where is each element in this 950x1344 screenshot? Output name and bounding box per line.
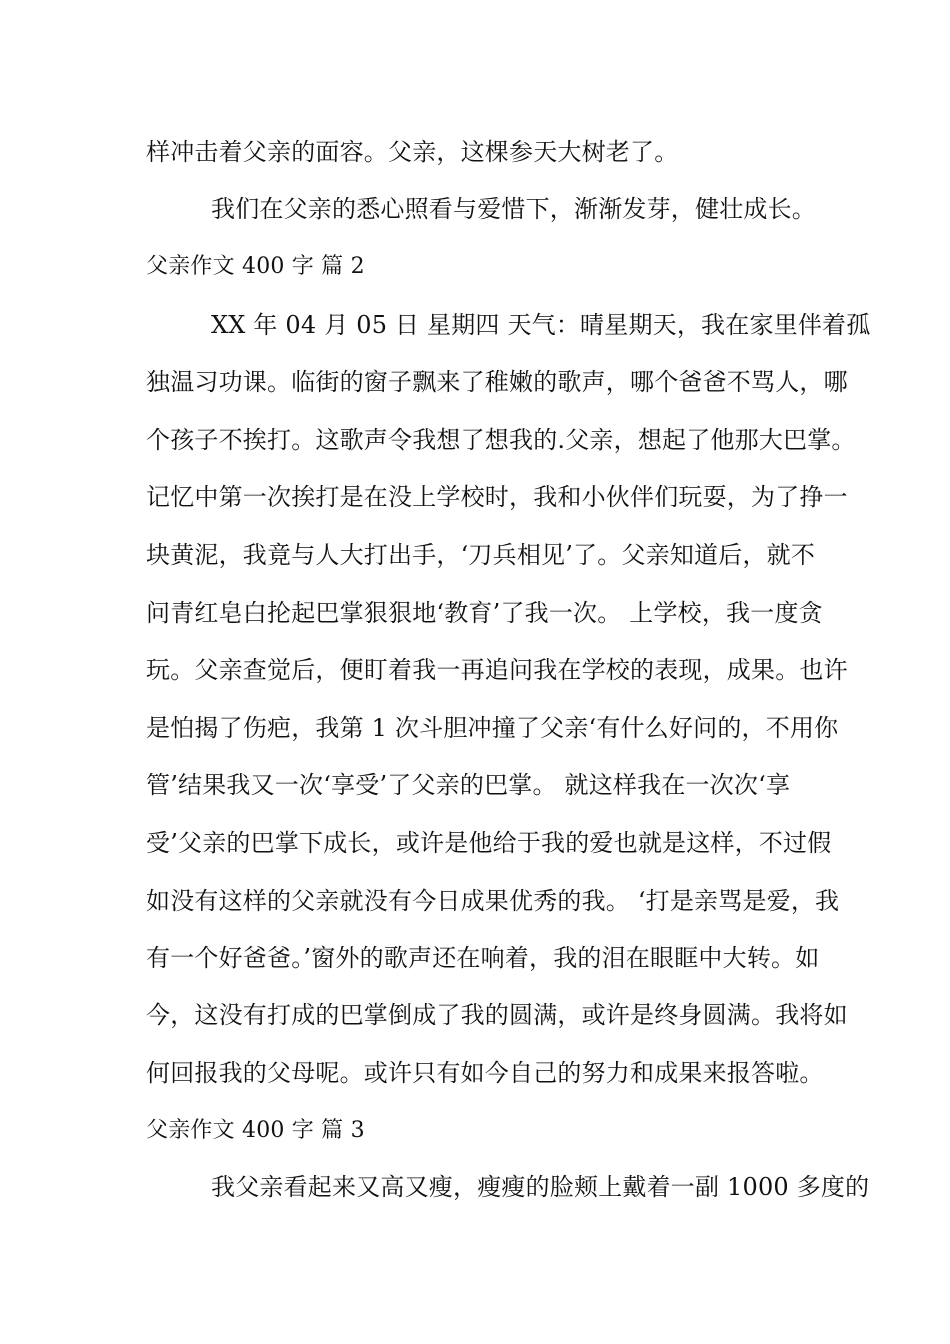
paragraph-line: 有一个好爸爸。’窗外的歌声还在响着，我的泪在眼眶中大转。如 [146, 944, 820, 972]
section-heading: 父亲作文 400 字 篇 3 [146, 1118, 365, 1143]
paragraph-line: 我父亲看起来又高又瘦，瘦瘦的脸颊上戴着一副 1000 多度的 [211, 1173, 870, 1201]
paragraph-line: 是怕揭了伤疤，我第 1 次斗胆冲撞了父亲‘有什么好问的，不用你 [146, 714, 839, 742]
paragraph-line: 管’结果我又一次‘享受’了父亲的巴掌。 就这样我在一次次‘享 [146, 771, 791, 799]
paragraph-line: 个孩子不挨打。这歌声令我想了想我的.父亲，想起了他那大巴掌。 [146, 426, 856, 454]
paragraph-line: 今，这没有打成的巴掌倒成了我的圆满，或许是终身圆满。我将如 [146, 1001, 848, 1029]
paragraph-line: 块黄泥，我竟与人大打出手，‘刀兵相见’了。父亲知道后，就不 [146, 541, 816, 569]
paragraph-line: 记忆中第一次挨打是在没上学校时，我和小伙伴们玩耍，为了挣一 [146, 483, 848, 511]
paragraph-line: 问青红皂白抡起巴掌狠狠地‘教育’了我一次。 上学校，我一度贪 [146, 599, 823, 627]
paragraph-line: 我们在父亲的悉心照看与爱惜下，渐渐发芽，健壮成长。 [211, 195, 816, 223]
paragraph-line: 样冲击着父亲的面容。父亲，这棵参天大树老了。 [146, 138, 679, 166]
paragraph-line: 玩。父亲查觉后，便盯着我一再追问我在学校的表现，成果。也许 [146, 656, 848, 684]
paragraph-line: 独温习功课。临街的窗子飘来了稚嫩的歌声，哪个爸爸不骂人，哪 [146, 368, 848, 396]
paragraph-line: 何回报我的父母呢。或许只有如今自己的努力和成果来报答啦。 [146, 1059, 824, 1087]
paragraph-line: 受’父亲的巴掌下成长，或许是他给于我的爱也就是这样，不过假 [146, 829, 832, 857]
paragraph-line: XX 年 04 月 05 日 星期四 天气：晴星期天，我在家里伴着孤 [211, 311, 871, 339]
section-heading: 父亲作文 400 字 篇 2 [146, 254, 365, 279]
paragraph-line: 如没有这样的父亲就没有今日成果优秀的我。 ‘打是亲骂是爱，我 [146, 887, 840, 915]
